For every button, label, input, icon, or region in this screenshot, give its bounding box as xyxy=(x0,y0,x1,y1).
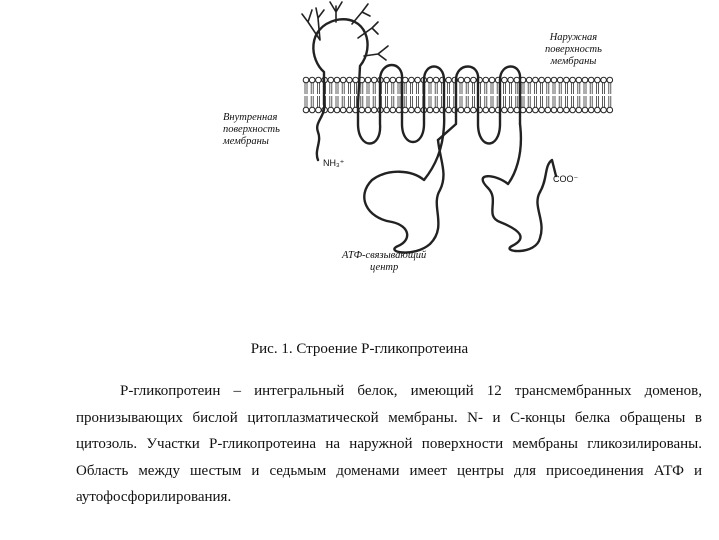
lipid-head xyxy=(464,107,470,113)
lipid-tail xyxy=(342,83,344,94)
lipid-tail xyxy=(609,83,611,94)
lipid-head xyxy=(446,107,452,113)
lipid-head xyxy=(316,107,322,113)
lipid-tail xyxy=(367,96,369,107)
lipid-tail xyxy=(404,83,406,94)
lipid-tail xyxy=(448,96,450,107)
atp-label-line-2: центр xyxy=(370,262,399,273)
lipid-tail xyxy=(342,96,344,107)
lipid-head xyxy=(489,77,495,83)
lipid-head xyxy=(557,77,563,83)
lipid-head xyxy=(328,107,334,113)
lipid-tail xyxy=(361,96,363,107)
lipid-head xyxy=(390,77,396,83)
lipid-tail xyxy=(596,83,598,94)
lipid-tail xyxy=(584,83,586,94)
lipid-tail xyxy=(348,83,350,94)
lipid-head xyxy=(340,107,346,113)
lipid-tail xyxy=(373,96,375,107)
lipid-head xyxy=(551,107,557,113)
outer-label-line-1: Наружная xyxy=(549,32,598,43)
lipid-tail xyxy=(460,83,462,94)
lipid-tail xyxy=(565,96,567,107)
lipid-head xyxy=(347,77,353,83)
inner-surface-label xyxy=(223,112,280,148)
lipid-head xyxy=(359,107,365,113)
lipid-head xyxy=(458,107,464,113)
lipid-head xyxy=(471,77,477,83)
lipid-head xyxy=(340,77,346,83)
lipid-tail xyxy=(404,96,406,107)
lipid-tail xyxy=(317,83,319,94)
lipid-tail xyxy=(547,96,549,107)
lipid-tail xyxy=(373,83,375,94)
lipid-bilayer xyxy=(303,77,612,113)
lipid-tail xyxy=(528,96,530,107)
lipid-tail xyxy=(336,83,338,94)
paragraph: Р-гликопротеин – интегральный белок, имеющий 12 трансмембранных доменов, пронизывающих бислой цитоплазматической мембраны. N- и С-концы белка обращены в цитозоль. Участки Р-гликопротеина на наружной поверхности мембраны гликозилированы. Область между шестым и седьмым доменами имеет центры для присоединения АТФ и аутофосфорилирования. xyxy=(76,383,702,506)
lipid-tail xyxy=(559,96,561,107)
lipid-tail xyxy=(330,96,332,107)
lipid-head xyxy=(371,77,377,83)
lipid-head xyxy=(502,77,508,83)
lipid-tail xyxy=(336,96,338,107)
lipid-tail xyxy=(578,96,580,107)
lipid-head xyxy=(526,107,532,113)
lipid-tail xyxy=(510,96,512,107)
lipid-tail xyxy=(466,96,468,107)
lipid-tail xyxy=(534,83,536,94)
outer-label-line-2: поверхность xyxy=(545,44,602,55)
lipid-tail xyxy=(528,83,530,94)
lipid-tail xyxy=(472,83,474,94)
lipid-tail xyxy=(435,96,437,107)
lipid-head xyxy=(309,107,315,113)
lipid-tail xyxy=(466,83,468,94)
glycosylated-loop xyxy=(313,19,367,104)
lipid-head xyxy=(409,77,415,83)
lipid-head xyxy=(433,77,439,83)
figure-caption: Рис. 1. Строение Р-гликопротеина xyxy=(250,341,469,357)
lipid-tail xyxy=(522,83,524,94)
lipid-tail xyxy=(429,83,431,94)
lipid-tail xyxy=(417,83,419,94)
lipid-tail xyxy=(590,83,592,94)
lipid-tail xyxy=(355,83,357,94)
lipid-head xyxy=(539,107,545,113)
lipid-tail xyxy=(367,83,369,94)
lipid-tail xyxy=(417,96,419,107)
lipid-tail xyxy=(472,96,474,107)
n-terminus-label: NH₃⁺ xyxy=(323,158,345,168)
lipid-head xyxy=(582,77,588,83)
lipid-head xyxy=(551,77,557,83)
lipid-head xyxy=(582,107,588,113)
lipid-head xyxy=(316,77,322,83)
lipid-head xyxy=(489,107,495,113)
lipid-tail xyxy=(503,96,505,107)
lipid-tail xyxy=(534,96,536,107)
lipid-tail xyxy=(398,96,400,107)
lipid-tail xyxy=(590,96,592,107)
lipid-head xyxy=(334,107,340,113)
lipid-tail xyxy=(572,83,574,94)
inner-label-line-3: мембраны xyxy=(223,136,269,147)
lipid-head xyxy=(415,107,421,113)
lipid-head xyxy=(415,77,421,83)
lipid-tail xyxy=(305,96,307,107)
lipid-head xyxy=(446,77,452,83)
lipid-head xyxy=(570,107,576,113)
lipid-tail xyxy=(392,96,394,107)
lipid-head xyxy=(601,107,607,113)
lipid-tail xyxy=(330,83,332,94)
lipid-head xyxy=(601,77,607,83)
lipid-tail xyxy=(553,96,555,107)
lipid-head xyxy=(464,77,470,83)
lipid-tail xyxy=(522,96,524,107)
lipid-tail xyxy=(429,96,431,107)
lipid-tail xyxy=(392,83,394,94)
lipid-head xyxy=(514,107,520,113)
lipid-tail xyxy=(485,96,487,107)
lipid-tail xyxy=(311,83,313,94)
lipid-tail xyxy=(578,83,580,94)
lipid-tail xyxy=(398,83,400,94)
lipid-tail xyxy=(603,96,605,107)
lipid-tail xyxy=(547,83,549,94)
lipid-tail xyxy=(510,83,512,94)
lipid-head xyxy=(303,77,309,83)
lipid-tail xyxy=(603,83,605,94)
lipid-head xyxy=(347,107,353,113)
lipid-tail xyxy=(361,83,363,94)
lipid-head xyxy=(570,77,576,83)
lipid-head xyxy=(508,107,514,113)
lipid-head xyxy=(526,77,532,83)
lipid-head xyxy=(328,77,334,83)
inner-label-line-2: поверхность xyxy=(223,124,280,135)
lipid-tail xyxy=(305,83,307,94)
lipid-tail xyxy=(565,83,567,94)
lipid-tail xyxy=(485,83,487,94)
lipid-head xyxy=(576,77,582,83)
lipid-head xyxy=(384,77,390,83)
lipid-tail xyxy=(559,83,561,94)
lipid-head xyxy=(402,107,408,113)
lipid-head xyxy=(483,107,489,113)
lipid-head xyxy=(607,107,613,113)
lipid-tail xyxy=(596,96,598,107)
lipid-tail xyxy=(572,96,574,107)
lipid-tail xyxy=(460,96,462,107)
lipid-tail xyxy=(541,83,543,94)
lipid-tail xyxy=(448,83,450,94)
lipid-head xyxy=(576,107,582,113)
lipid-head xyxy=(508,77,514,83)
lipid-head xyxy=(588,107,594,113)
lipid-head xyxy=(371,107,377,113)
lipid-head xyxy=(564,107,570,113)
lipid-tail xyxy=(317,96,319,107)
outer-label-line-3: мембраны xyxy=(550,56,597,67)
inner-label-line-1: Внутренная xyxy=(223,112,278,123)
lipid-head xyxy=(471,107,477,113)
lipid-head xyxy=(514,77,520,83)
atp-label-line-1: АТФ-связывающий xyxy=(342,250,427,261)
lipid-head xyxy=(595,107,601,113)
lipid-head xyxy=(483,77,489,83)
glycan-branch-3 xyxy=(352,4,378,38)
lipid-tail xyxy=(348,96,350,107)
lipid-head xyxy=(502,107,508,113)
lipid-head xyxy=(545,77,551,83)
lipid-tail xyxy=(386,96,388,107)
lipid-tail xyxy=(503,83,505,94)
lipid-tail xyxy=(491,96,493,107)
lipid-head xyxy=(390,107,396,113)
lipid-tail xyxy=(386,83,388,94)
atp-binding-label xyxy=(342,250,426,274)
lipid-head xyxy=(533,77,539,83)
protein-chain xyxy=(302,2,556,253)
lipid-head xyxy=(533,107,539,113)
lipid-head xyxy=(427,77,433,83)
lipid-tail xyxy=(491,83,493,94)
lipid-head xyxy=(353,77,359,83)
lipid-head xyxy=(545,107,551,113)
lipid-head xyxy=(365,77,371,83)
lipid-tail xyxy=(609,96,611,107)
lipid-tail xyxy=(311,96,313,107)
lipid-tail xyxy=(516,96,518,107)
lipid-head xyxy=(433,107,439,113)
lipid-tail xyxy=(516,83,518,94)
lipid-head xyxy=(539,77,545,83)
lipid-tail xyxy=(410,96,412,107)
body-text xyxy=(76,378,702,511)
lipid-tail xyxy=(553,83,555,94)
lipid-head xyxy=(595,77,601,83)
lipid-tail xyxy=(435,83,437,94)
lipid-head xyxy=(557,107,563,113)
lipid-head xyxy=(588,77,594,83)
lipid-head xyxy=(458,77,464,83)
lipid-head xyxy=(384,107,390,113)
c-terminus-label: COO⁻ xyxy=(553,174,579,184)
lipid-head xyxy=(334,77,340,83)
glycan-branch-1 xyxy=(302,8,324,40)
outer-surface-label xyxy=(545,32,602,68)
lipid-head xyxy=(409,107,415,113)
lipid-head xyxy=(365,107,371,113)
lipid-tail xyxy=(410,83,412,94)
lipid-tail xyxy=(584,96,586,107)
lipid-head xyxy=(607,77,613,83)
lipid-head xyxy=(309,77,315,83)
lipid-head xyxy=(303,107,309,113)
lipid-head xyxy=(427,107,433,113)
lipid-tail xyxy=(541,96,543,107)
lipid-tail xyxy=(355,96,357,107)
lipid-head xyxy=(564,77,570,83)
